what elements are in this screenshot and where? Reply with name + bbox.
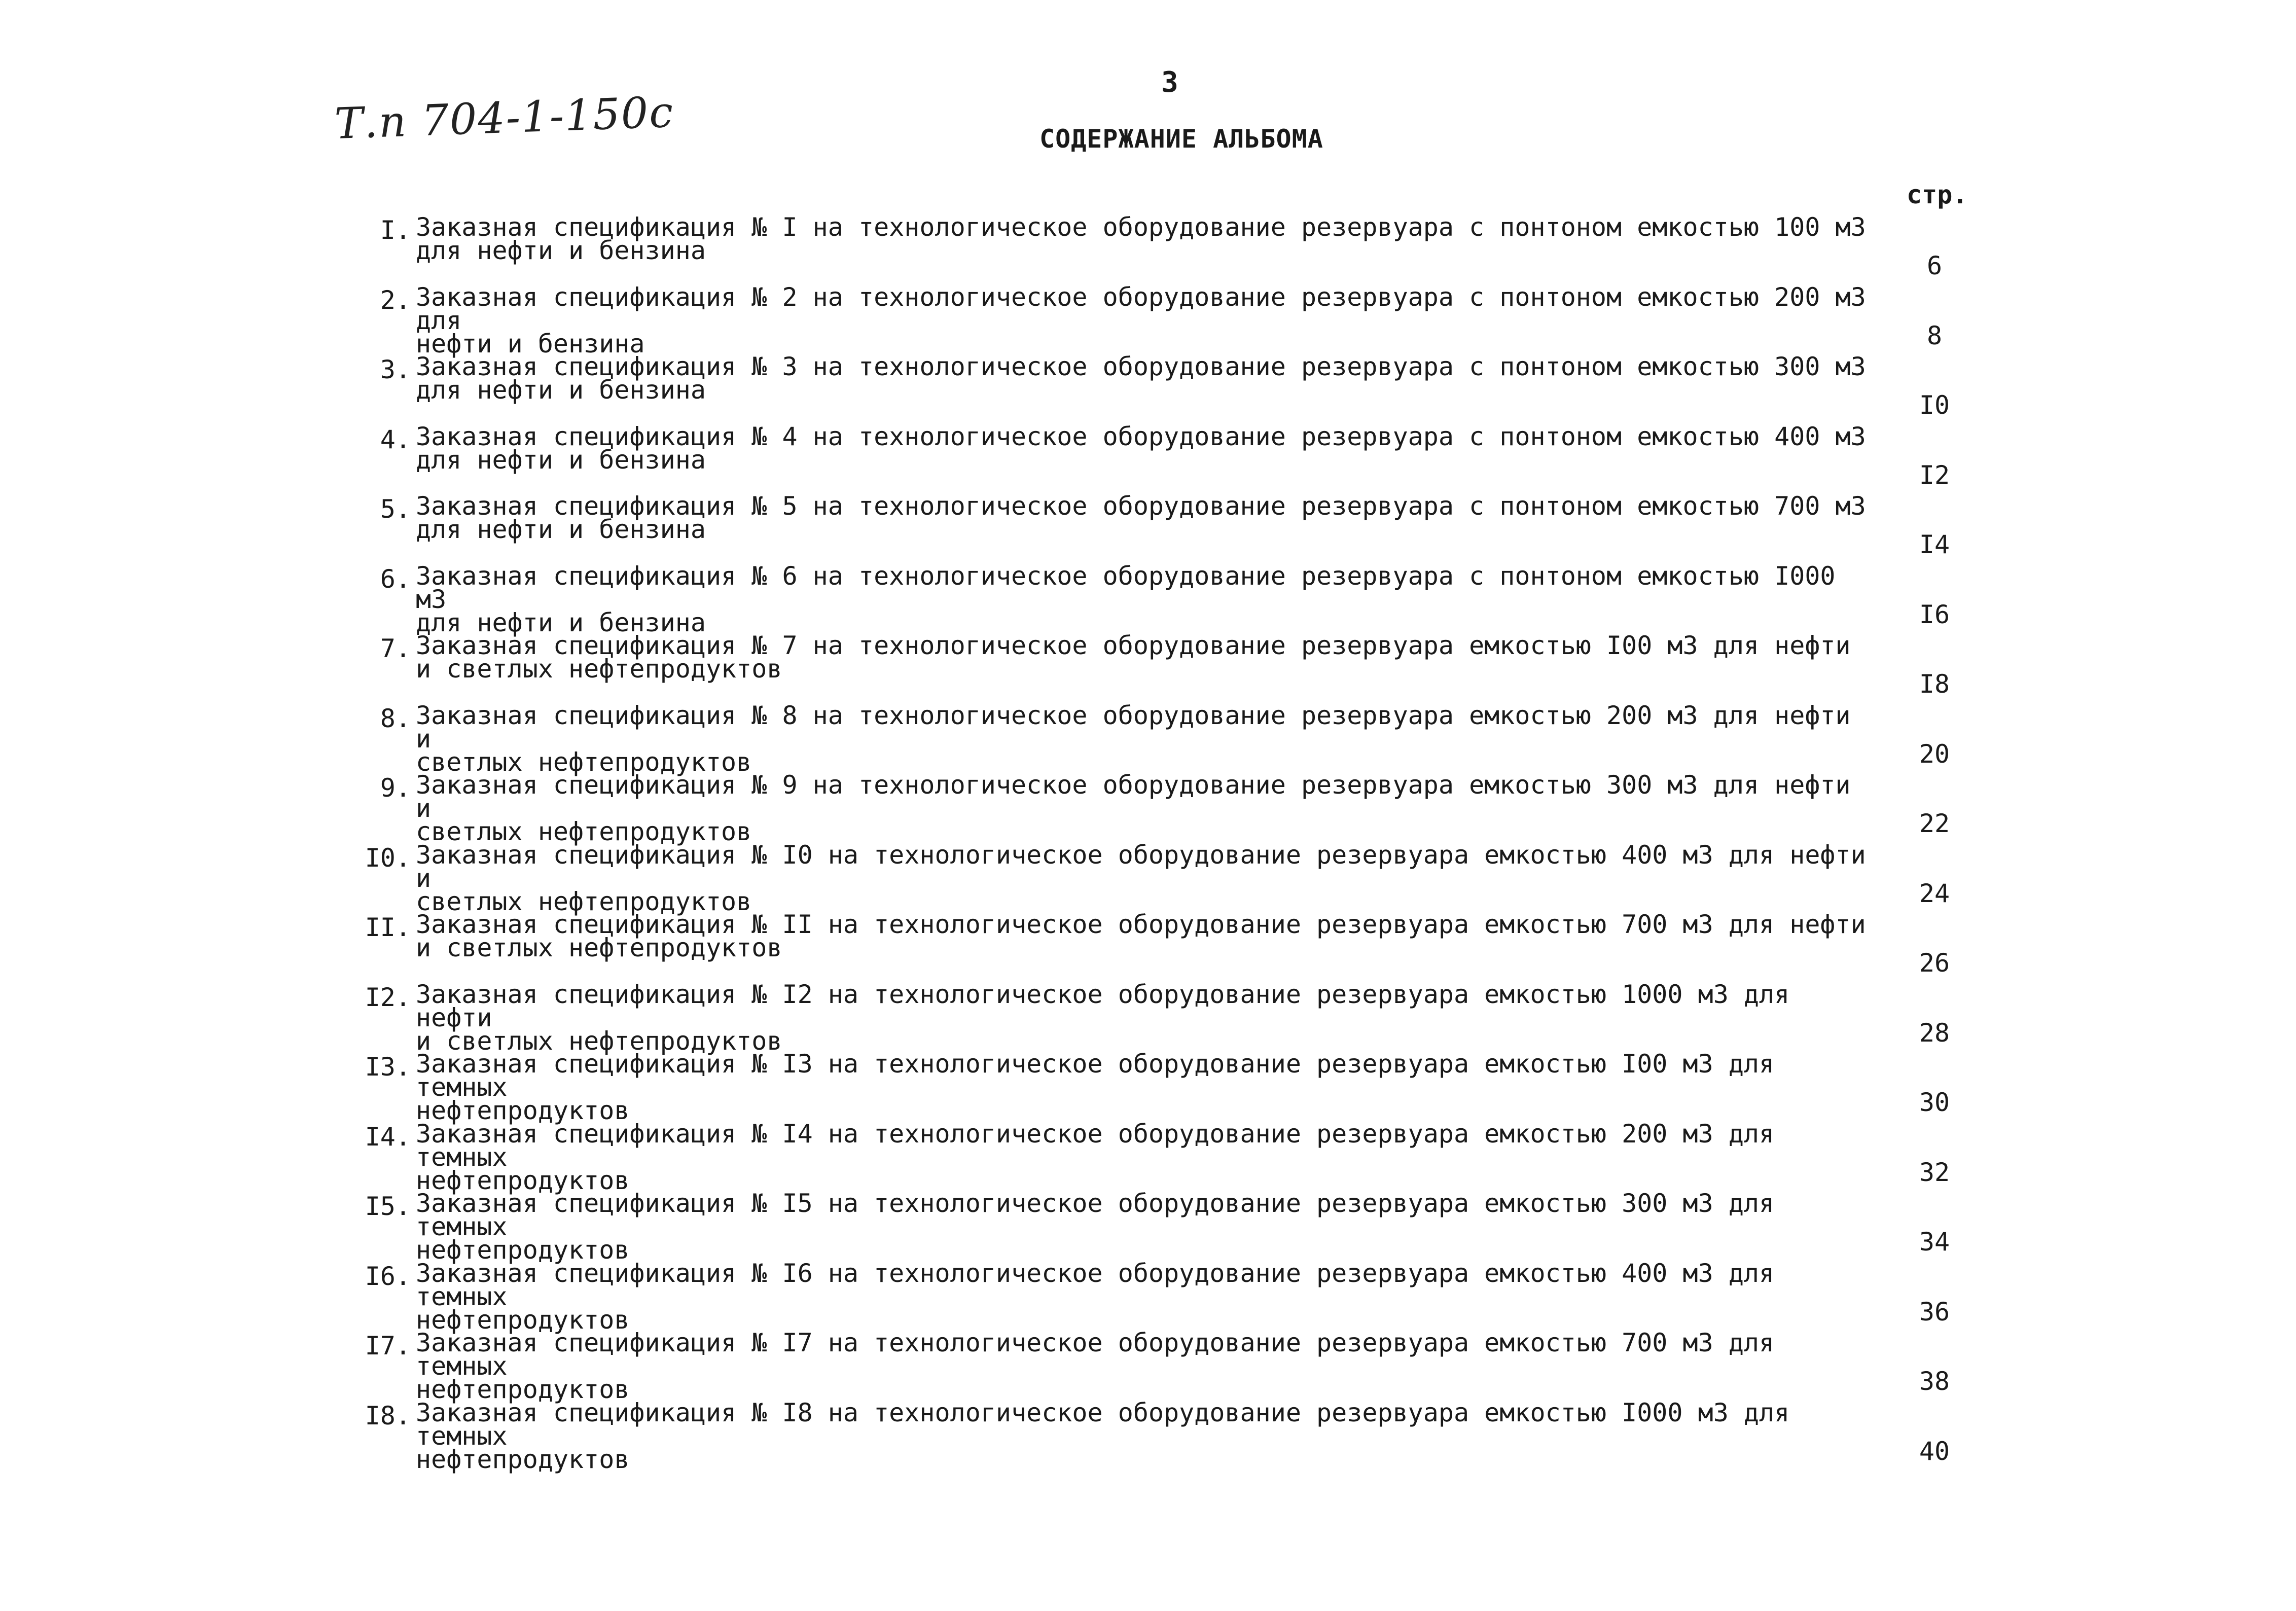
toc-item — [0, 212, 2296, 281]
toc-item-text: Заказная спецификация № 6 на технологическое оборудование резервуара с понтоном емкостью I000 м3 для нефти и бензина — [416, 561, 1836, 637]
toc-item — [0, 1398, 2296, 1474]
toc-item-text: Заказная спецификация № II на технологическое оборудование резервуара емкостью 700 м3 для нефти и светлых нефтепродуктов — [416, 910, 1866, 962]
toc-item-text: Заказная спецификация № I2 на технологическое оборудование резервуара емкостью 1000 м3 для нефти и светлых нефтепродуктов — [416, 980, 1790, 1056]
toc-item-number: I6. — [365, 1262, 411, 1291]
toc-item-text: Заказная спецификация № I0 на технологическое оборудование резервуара емкостью 400 м3 для нефти и светлых нефтепродуктов — [416, 840, 1866, 916]
toc-item-number: I4. — [365, 1122, 411, 1152]
toc-item-number: I7. — [365, 1331, 411, 1361]
toc-item-number: I0. — [365, 843, 411, 873]
toc-item-text: Заказная спецификация № 4 на технологическое оборудование резервуара с понтоном емкостью 400 м3 для нефти и бензина — [416, 422, 1866, 475]
toc-item — [0, 631, 2296, 700]
toc-item-page: 22 — [1919, 809, 1950, 838]
toc-item-number: 3. — [380, 355, 411, 384]
page-number: 3 — [1161, 66, 1178, 99]
toc-item-text: Заказная спецификация № I4 на технологическое оборудование резервуара емкостью 200 м3 для темных нефтепродуктов — [416, 1119, 1775, 1195]
toc-item-page: I0 — [1919, 390, 1950, 420]
toc-item — [0, 840, 2296, 916]
toc-item-page: 36 — [1919, 1297, 1950, 1327]
table-of-contents — [0, 212, 2296, 1483]
toc-item — [0, 491, 2296, 560]
toc-item — [0, 1328, 2296, 1404]
toc-item-text: Заказная спецификация № I8 на технологическое оборудование резервуара емкостью I000 м3 для темных нефтепродуктов — [416, 1398, 1790, 1474]
toc-item-page: 26 — [1919, 948, 1950, 978]
handwritten-code: Т.п 704-1-150с — [334, 87, 675, 149]
toc-item-page: 40 — [1919, 1437, 1950, 1466]
toc-item-page: 6 — [1926, 251, 1943, 280]
toc-item-number: 5. — [380, 494, 411, 524]
toc-item-text: Заказная спецификация № 3 на технологическое оборудование резервуара с понтоном емкостью 300 м3 для нефти и бензина — [416, 352, 1866, 405]
toc-item-page: 28 — [1919, 1018, 1950, 1048]
toc-item-text: Заказная спецификация № 2 на технологическое оборудование резервуара с понтоном емкостью 200 м3 для нефти и бензина — [416, 282, 1866, 359]
toc-item-text: Заказная спецификация № I5 на технологическое оборудование резервуара емкостью 300 м3 для темных нефтепродуктов — [416, 1189, 1775, 1265]
toc-item-page: 8 — [1926, 321, 1943, 350]
toc-item-page: 30 — [1919, 1088, 1950, 1117]
toc-item — [0, 910, 2296, 979]
toc-item — [0, 1049, 2296, 1125]
toc-item-number: 2. — [380, 285, 411, 315]
toc-item-text: Заказная спецификация № 5 на технологическое оборудование резервуара с понтоном емкостью 700 м3 для нефти и бензина — [416, 491, 1866, 544]
toc-item-page: I8 — [1919, 669, 1950, 699]
toc-item-number: I. — [380, 216, 411, 245]
page-column-header: стр. — [1907, 180, 1968, 209]
toc-item-number: I5. — [365, 1192, 411, 1221]
toc-item-text: Заказная спецификация № I7 на технологическое оборудование резервуара емкостью 700 м3 для темных нефтепродуктов — [416, 1328, 1775, 1404]
toc-item-page: I6 — [1919, 600, 1950, 629]
toc-item — [0, 980, 2296, 1056]
toc-item — [0, 701, 2296, 777]
toc-item-text: Заказная спецификация № 8 на технологическое оборудование резервуара емкостью 200 м3 для нефти и светлых нефтепродуктов — [416, 701, 1851, 777]
toc-item-number: I3. — [365, 1052, 411, 1082]
toc-item — [0, 1259, 2296, 1335]
toc-item-page: 34 — [1919, 1227, 1950, 1257]
toc-item-page: 38 — [1919, 1367, 1950, 1396]
toc-item-text: Заказная спецификация № I на технологическое оборудование резервуара с понтоном емкостью 100 м3 для нефти и бензина — [416, 212, 1866, 265]
toc-item-number: 4. — [380, 425, 411, 454]
toc-item-number: 9. — [380, 773, 411, 803]
toc-item-number: I8. — [365, 1401, 411, 1430]
toc-item-text: Заказная спецификация № 9 на технологическое оборудование резервуара емкостью 300 м3 для нефти и светлых нефтепродуктов — [416, 770, 1851, 846]
toc-item-page: 32 — [1919, 1158, 1950, 1187]
toc-item — [0, 352, 2296, 421]
toc-item-text: Заказная спецификация № I3 на технологическое оборудование резервуара емкостью I00 м3 для темных нефтепродуктов — [416, 1049, 1775, 1125]
toc-item-text: Заказная спецификация № 7 на технологическое оборудование резервуара емкостью I00 м3 для нефти и светлых нефтепродуктов — [416, 631, 1851, 684]
toc-item — [0, 282, 2296, 359]
toc-item-number: I2. — [365, 983, 411, 1012]
toc-item — [0, 561, 2296, 637]
toc-item-number: II. — [365, 913, 411, 942]
toc-item-page: 24 — [1919, 879, 1950, 908]
toc-item — [0, 1119, 2296, 1195]
document-title: СОДЕРЖАНИЕ АЛЬБОМА — [1039, 124, 1323, 154]
toc-item-page: I4 — [1919, 530, 1950, 559]
toc-item — [0, 1189, 2296, 1265]
toc-item-number: 6. — [380, 564, 411, 594]
toc-item-number: 8. — [380, 704, 411, 733]
toc-item — [0, 770, 2296, 846]
toc-item-number: 7. — [380, 634, 411, 663]
toc-item-page: 20 — [1919, 739, 1950, 769]
toc-item — [0, 422, 2296, 491]
toc-item-text: Заказная спецификация № I6 на технологическое оборудование резервуара емкостью 400 м3 для темных нефтепродуктов — [416, 1259, 1775, 1335]
toc-item-page: I2 — [1919, 460, 1950, 490]
